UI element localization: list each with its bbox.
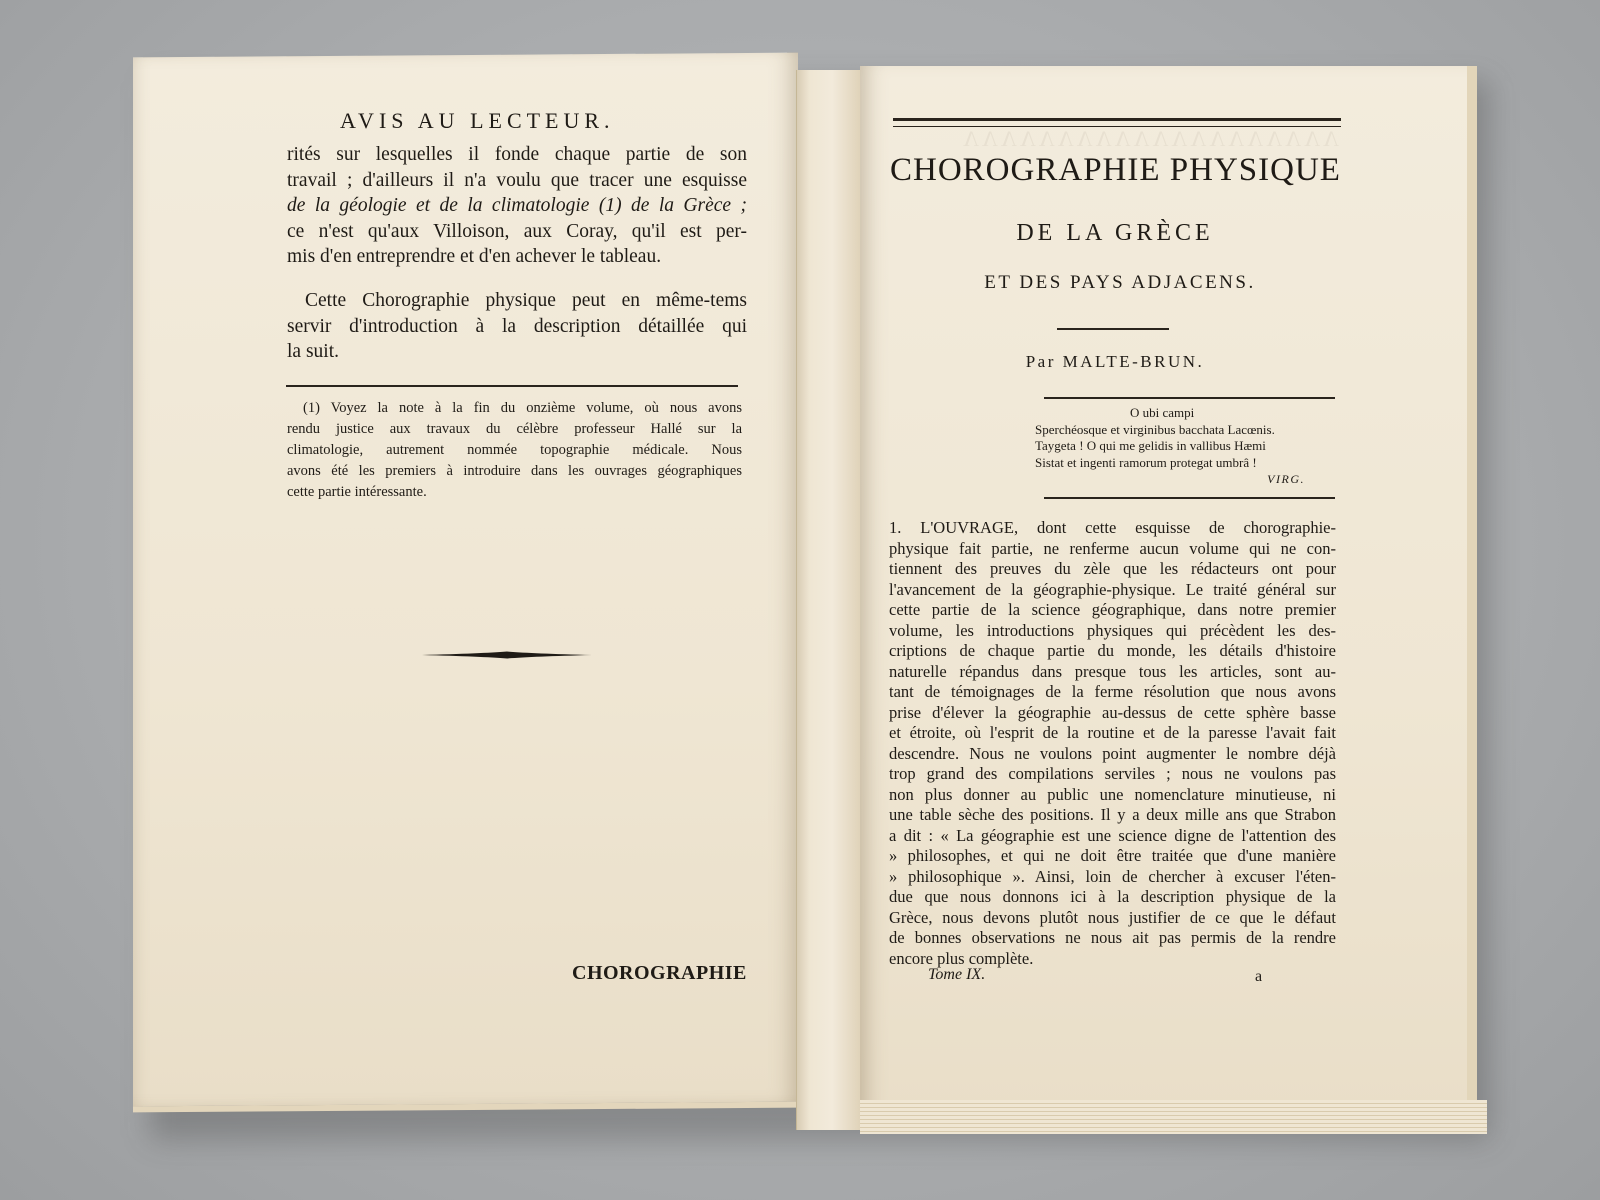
- catchword: CHOROGRAPHIE: [572, 962, 747, 984]
- body-line: physique fait partie, ne renferme aucun volume qui ne con-: [889, 538, 1336, 558]
- text-line: rités sur lesquelles il fonde chaque partie de son: [287, 144, 747, 165]
- epigraph-line: O ubi campi: [1130, 405, 1195, 420]
- title-double-rule: [893, 118, 1341, 127]
- epigraph-line: Sistat et ingenti ramorum protegat umbrâ !: [1035, 454, 1257, 470]
- epigraph-source: VIRG.: [1267, 472, 1305, 486]
- body-line: non plus donner au public une nomenclature minutieuse, ni: [889, 784, 1336, 804]
- body-line: 1. L'OUVRAGE, dont cette esquisse de chorographie-: [889, 518, 1336, 537]
- title-main: CHOROGRAPHIE PHYSIQUE: [890, 152, 1341, 188]
- epigraph-line: Taygeta ! O qui me gelidis in vallibus Hæmi: [1035, 438, 1266, 453]
- footnote-line: rendu justice aux travaux du célèbre professeur Hallé sur la: [287, 421, 742, 437]
- text-line: servir d'introduction à la description détaillée qui: [287, 315, 747, 337]
- left-page-heading: AVIS AU LECTEUR.: [340, 108, 615, 133]
- text-line: travail ; d'ailleurs il n'a voulu que tracer une esquisse: [287, 169, 747, 191]
- body-line: » philosophique ». Ainsi, loin de chercher à excuser l'éten-: [889, 866, 1336, 886]
- footnote-line: climatologie, autrement nommée topographie médicale. Nous: [287, 442, 742, 458]
- text-line: de la géologie et de la climatologie (1) de la Grèce ;: [287, 195, 747, 216]
- body-line: trop grand des compilations serviles ; nous ne voulons pas: [889, 764, 1336, 783]
- body-line: volume, les introductions physiques qui précèdent les des-: [889, 620, 1336, 640]
- author-line: Par MALTE-BRUN.: [1025, 352, 1205, 371]
- footnote-rule: [286, 385, 738, 387]
- signature-mark: a: [1255, 968, 1263, 985]
- body-line: cette partie de la science géographique, dans notre premier: [889, 600, 1336, 619]
- footnote-line: cette partie intéressante.: [287, 484, 427, 500]
- epigraph-top-rule: [1044, 397, 1335, 399]
- body-line: » philosophes, et qui ne doit être traitée que d'une manière: [889, 846, 1336, 865]
- epigraph: [1035, 405, 1335, 488]
- body-line: a dit : « La géographie est une science digne de l'attention des: [889, 825, 1336, 845]
- book-gutter: [796, 70, 862, 1130]
- page-edges: [860, 1100, 1487, 1134]
- body-line: prise d'élever la géographie au-dessus de cette sphère basse: [889, 702, 1336, 722]
- text-line: la suit.: [287, 341, 339, 362]
- body-line: Grèce, nous devons plutôt nous justifier de ce que le défaut: [889, 907, 1336, 927]
- footnote-line: avons été les premiers à introduire dans les ouvrages géographiques: [287, 463, 742, 479]
- title-line-2: DE LA GRÈCE: [1016, 220, 1214, 246]
- left-paragraph-2: [287, 288, 747, 365]
- body-line: une table sèche des positions. Il y a deux mille ans que Strabon: [889, 805, 1336, 824]
- footnote-line: (1) Voyez la note à la fin du onzième volume, où nous avons: [303, 400, 742, 416]
- title-separator-rule: [1057, 328, 1169, 330]
- text-line: ce n'est qu'aux Villoison, aux Coray, qu'il est per-: [287, 220, 747, 242]
- body-line: de bonnes observations ne nous ait pas permis de la rendre: [889, 928, 1336, 947]
- epigraph-line: Sperchéosque et virginibus bacchata Lacœnis.: [1035, 421, 1275, 437]
- left-paragraph-1: [287, 142, 747, 270]
- body-text: [889, 518, 1336, 969]
- body-line: due que nous donnons ici à la description physique de la: [889, 887, 1336, 906]
- title-line-3: ET DES PAYS ADJACENS.: [984, 272, 1256, 293]
- body-line: l'avancement de la géographie-physique. Le traité général sur: [889, 579, 1336, 599]
- text-line: Cette Chorographie physique peut en même-tems: [305, 290, 747, 311]
- volume-footer: Tome IX.: [928, 966, 986, 983]
- body-line: naturelle répandus dans presque tous les articles, sont au-: [889, 661, 1336, 681]
- ornament-rule: [422, 651, 592, 659]
- body-line: tiennent des preuves du zèle que les rédacteurs ont pour: [889, 559, 1336, 578]
- body-line: et étroite, où l'esprit de la routine et de la paresse l'avait fait: [889, 723, 1336, 742]
- body-line: descendre. Nous ne voulons point augmenter le nombre déjà: [889, 743, 1336, 763]
- text-line: mis d'en entreprendre et d'en achever le tableau.: [287, 246, 662, 267]
- body-line: criptions de chaque partie du monde, les détails d'histoire: [889, 641, 1336, 660]
- epigraph-bottom-rule: [1044, 497, 1335, 499]
- footnote: [287, 398, 742, 503]
- body-line: tant de témoignages de la ferme résolution que nous avons: [889, 682, 1336, 701]
- body-line: encore plus complète.: [889, 948, 1034, 968]
